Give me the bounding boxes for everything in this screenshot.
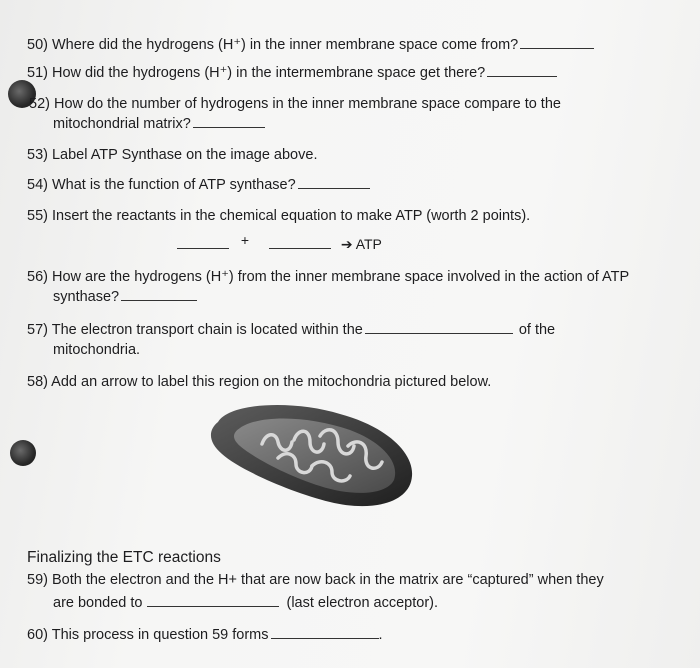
question-59: 59) Both the electron and the H+ that are now back in the matrix are “captured” when they xyxy=(27,572,604,588)
answer-blank-51[interactable] xyxy=(487,75,557,77)
question-52: 52) How do the number of hydrogens in the inner membrane space compare to the xyxy=(29,96,561,112)
question-57-cont: mitochondria. xyxy=(53,342,141,358)
question-58: 58) Add an arrow to label this region on the mitochondria pictured below. xyxy=(27,374,492,390)
question-50: 50) Where did the hydrogens (H⁺) in the inner membrane space come from? xyxy=(27,36,594,55)
question-54: 54) What is the function of ATP synthase? xyxy=(27,176,370,195)
binder-hole-middle xyxy=(10,440,36,466)
question-56: 56) How are the hydrogens (H⁺) from the inner membrane space involved in the action of ATP xyxy=(27,269,630,285)
reactant-blank-1[interactable] xyxy=(177,247,229,249)
question-52-cont: mitochondrial matrix? xyxy=(53,115,265,134)
atp-equation xyxy=(175,232,382,253)
answer-blank-59[interactable] xyxy=(147,605,279,607)
question-57: 57) The electron transport chain is located within the of the xyxy=(27,322,556,338)
answer-blank-60[interactable] xyxy=(271,637,379,639)
answer-blank-50[interactable] xyxy=(520,47,594,49)
question-51: 51) How did the hydrogens (H⁺) in the intermembrane space get there? xyxy=(27,64,557,83)
answer-blank-57[interactable] xyxy=(365,332,513,334)
answer-blank-54[interactable] xyxy=(298,187,370,189)
section-heading: Finalizing the ETC reactions xyxy=(27,549,221,566)
answer-blank-52[interactable] xyxy=(193,126,265,128)
question-53: 53) Label ATP Synthase on the image above. xyxy=(27,147,318,163)
answer-blank-56[interactable] xyxy=(121,299,197,301)
question-60: 60) This process in question 59 forms . xyxy=(27,627,383,643)
question-59-cont: are bonded to (last electron acceptor). xyxy=(53,595,439,611)
reactant-blank-2[interactable] xyxy=(269,247,331,249)
question-56-cont: synthase? xyxy=(53,288,197,307)
arrow-product: ➔ ATP xyxy=(340,236,382,252)
question-55: 55) Insert the reactants in the chemical equation to make ATP (worth 2 points). xyxy=(27,208,531,224)
mitochondria-image xyxy=(200,392,430,522)
plus-sign: + xyxy=(240,232,250,248)
